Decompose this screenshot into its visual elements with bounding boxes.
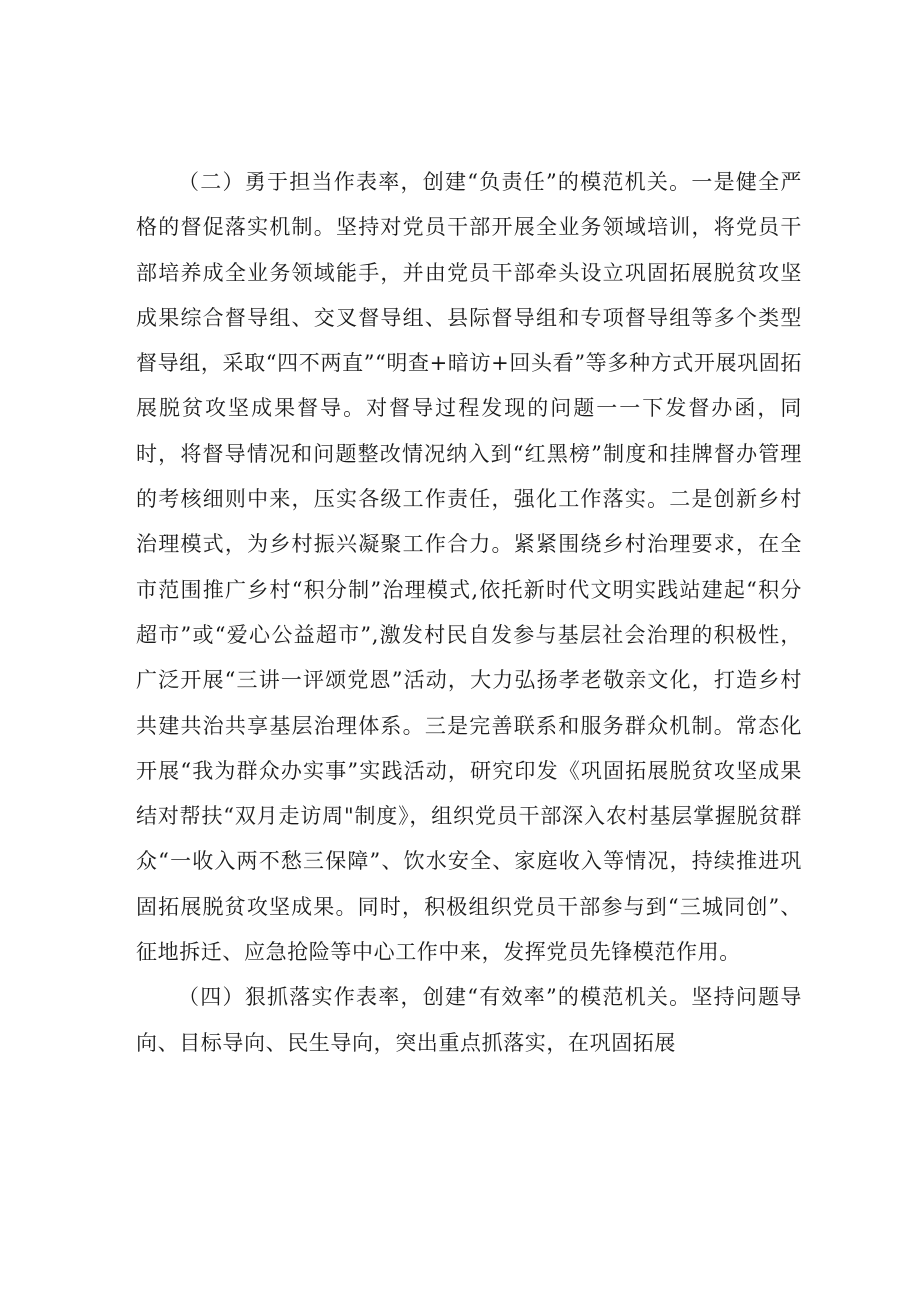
paragraph-section-four: （四）狠抓落实作表率，创建“有效率”的模范机关。坚持问题导向、目标导向、民生导向，突出重点抓落实，在巩固拓展 [136,985,802,1055]
paragraph-section-two: （二）勇于担当作表率，创建“负责任”的模范机关。一是健全严格的督促落实机制。坚持对党员干部开展全业务领域培训，将党员干部培养成全业务领域能手，并由党员干部牵头设立巩固拓展脱贫攻坚成果综合督导组、交叉督导组、县际督导组和专项督导组等多个类型督导组，采取“四不两直”“明查+暗访+回头看”等多种方式开展巩固拓展脱贫攻坚成果督导。对督导过程发现的问题一一下发督办函，同时，将督导情况和问题整改情况纳入到“红黑榜”制度和挂牌督办管理的考核细则中来，压实各级工作责任，强化工作落实。二是创新乡村治理模式，为乡村振兴凝聚工作合力。紧紧围绕乡村治理要求，在全市范围推广乡村“积分制”治理模式,依托新时代文明实践站建起“积分超市”或“爱心公益超市”,激发村民自发参与基层社会治理的积极性，广泛开展“三讲一评颂党恩”活动，大力弘扬孝老敬亲文化，打造乡村共建共治共享基层治理体系。三是完善联系和服务群众机制。常态化开展“我为群众办实事”实践活动，研究印发《巩固拓展脱贫攻坚成果结对帮扶“双月走访周"制度》，组织党员干部深入农村基层掌握脱贫群众“一收入两不愁三保障”、饮水安全、家庭收入等情况，持续推进巩固拓展脱贫攻坚成果。同时，积极组织党员干部参与到“三城同创”、征地拆迁、应急抢险等中心工作中来，发挥党员先锋模范作用。 [136,170,802,965]
document-body [136,160,802,1066]
